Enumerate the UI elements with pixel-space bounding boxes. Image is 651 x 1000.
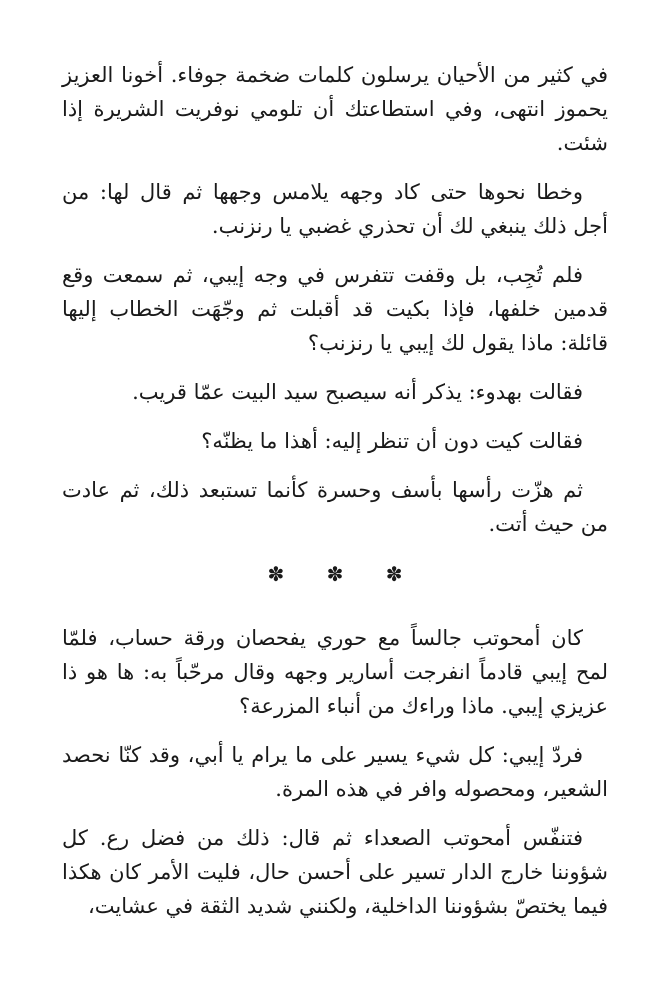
paragraph: كان أمحوتب جالساً مع حوري يفحصان ورقة حساب، فلمّا لمح إيبي قادماً انفرجت أسارير وجهه وقال مرحّباً به: ها هو ذا عزيزي إيبي. ماذا وراءك من أنباء المزرعة؟ [62, 626, 608, 718]
paragraph: فتنفّس أمحوتب الصعداء ثم قال: ذلك من فضل رع. كل شؤوننا خارج الدار تسير على أحسن حال، فليت الأمر كان هكذا فيما يختصّ بشؤوننا الداخلية، ولكنني شديد الثقة في عشايت، [62, 826, 608, 918]
section-separator: ✽ ✽ ✽ [267, 562, 421, 586]
book-page [62, 58, 608, 938]
paragraph: في كثير من الأحيان يرسلون كلمات ضخمة جوفاء. أخونا العزيز يحموز انتهى، وفي استطاعتك أن تلومي نوفريت الشريرة إذا شئت. [62, 63, 608, 155]
paragraph: فردّ إيبي: كل شيء يسير على ما يرام يا أبي، وقد كنّا نحصد الشعير، ومحصوله وافر في هذه المرة. [62, 743, 608, 801]
paragraph: ثم هزّت رأسها بأسف وحسرة كأنما تستبعد ذلك، ثم عادت من حيث أتت. [62, 478, 608, 536]
paragraph: فقالت كيت دون أن تنظر إليه: أهذا ما يظنّه؟ [201, 429, 583, 453]
paragraph: فلم تُجِب، بل وقفت تتفرس في وجه إيبي، ثم سمعت وقع قدمين خلفها، فإذا بكيت قد أقبلت ثم وجّهَت الخطاب إليها قائلة: ماذا يقول لك إيبي يا رنزنب؟ [62, 263, 608, 355]
paragraph: فقالت بهدوء: يذكر أنه سيصبح سيد البيت عمّا قريب. [132, 380, 583, 404]
paragraph: وخطا نحوها حتى كاد وجهه يلامس وجهها ثم قال لها: من أجل ذلك ينبغي لك أن تحذري غضبي يا رنزنب. [62, 180, 608, 238]
